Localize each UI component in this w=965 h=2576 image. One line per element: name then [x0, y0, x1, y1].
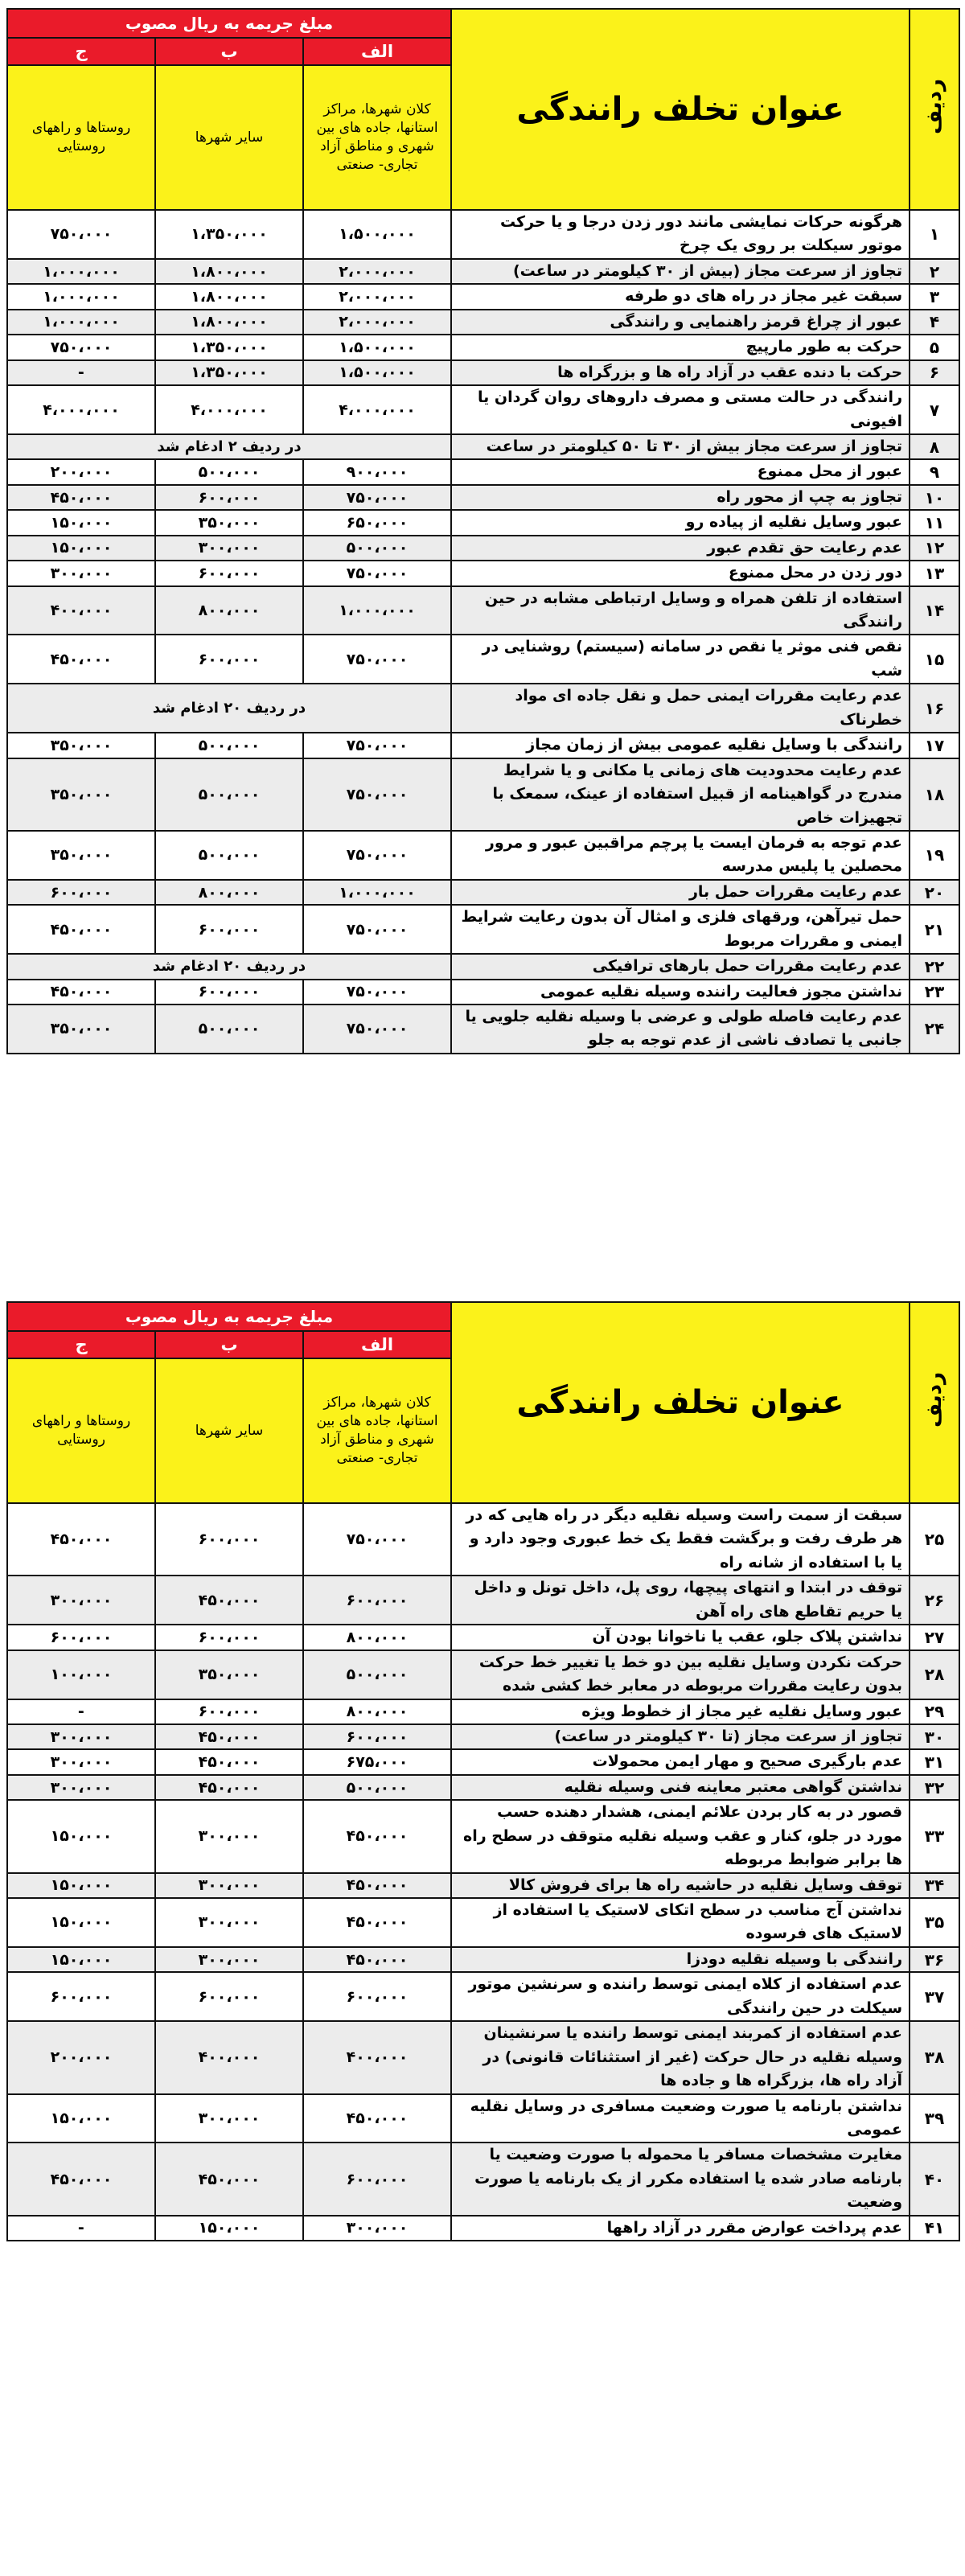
fine-alef: ۴۵۰،۰۰۰: [303, 1800, 451, 1872]
row-number: ۹: [910, 459, 959, 484]
header-col-be: ب: [155, 1331, 303, 1358]
violation-title: عدم استفاده از کمربند ایمنی توسط راننده یا سرنشینان وسیله نقلیه در حال حرکت (غیر از استثنائات قانونی) در آزاد راه ها، بزرگراه ها و جاده ها: [451, 2021, 910, 2093]
fine-jim: ۴،۰۰۰،۰۰۰: [7, 385, 155, 434]
fine-jim: ۴۵۰،۰۰۰: [7, 635, 155, 684]
fine-jim: ۳۰۰،۰۰۰: [7, 1775, 155, 1800]
fine-be: ۵۰۰،۰۰۰: [155, 831, 303, 880]
violation-title: عبور از چراغ قرمز راهنمایی و رانندگی: [451, 310, 910, 335]
fine-alef: ۷۵۰،۰۰۰: [303, 1503, 451, 1576]
table-row: [7, 485, 959, 510]
fine-jim: ۱،۰۰۰،۰۰۰: [7, 310, 155, 335]
fine-jim: ۴۵۰،۰۰۰: [7, 485, 155, 510]
table-row: [7, 1576, 959, 1625]
fine-alef: ۷۵۰،۰۰۰: [303, 758, 451, 831]
fine-alef: ۹۰۰،۰۰۰: [303, 459, 451, 484]
header-alef-desc: کلان شهرها، مراکز استانها، جاده های بین شهری و مناطق آزاد تجاری- صنعتی: [303, 1358, 451, 1503]
header-title: عنوان تخلف رانندگی: [451, 9, 910, 210]
fine-jim: ۳۵۰،۰۰۰: [7, 733, 155, 758]
fine-be: ۶۰۰،۰۰۰: [155, 1972, 303, 2021]
fine-alef: ۶۰۰،۰۰۰: [303, 2143, 451, 2215]
table-row: [7, 1775, 959, 1800]
table-row: [7, 2094, 959, 2143]
row-number: ۸: [910, 434, 959, 459]
fine-jim: ۱۰۰،۰۰۰: [7, 1650, 155, 1699]
fine-jim: ۳۵۰،۰۰۰: [7, 1005, 155, 1054]
fine-jim: ۱،۰۰۰،۰۰۰: [7, 284, 155, 309]
row-number: ۲۵: [910, 1503, 959, 1576]
row-number: ۴: [910, 310, 959, 335]
fine-jim: ۱۵۰،۰۰۰: [7, 510, 155, 535]
fine-be: ۶۰۰،۰۰۰: [155, 980, 303, 1005]
row-number: ۳۹: [910, 2094, 959, 2143]
header-col-alef: الف: [303, 1331, 451, 1358]
fine-alef: ۶۰۰،۰۰۰: [303, 1576, 451, 1625]
violation-title: هرگونه حرکات نمایشی مانند دور زدن درجا و یا حرکت موتور سیکلت بر روی یک چرخ: [451, 210, 910, 259]
fine-be: ۳۵۰،۰۰۰: [155, 1650, 303, 1699]
fine-be: ۱،۸۰۰،۰۰۰: [155, 259, 303, 284]
fine-alef: ۱،۵۰۰،۰۰۰: [303, 335, 451, 359]
fine-alef: ۵۰۰،۰۰۰: [303, 1775, 451, 1800]
row-number: ۳۲: [910, 1775, 959, 1800]
fine-alef: ۲،۰۰۰،۰۰۰: [303, 310, 451, 335]
fine-jim: ۳۵۰،۰۰۰: [7, 758, 155, 831]
row-number: ۳۷: [910, 1972, 959, 2021]
violation-title: عبور وسایل نقلیه غیر مجاز از خطوط ویژه: [451, 1699, 910, 1724]
row-number: ۳۰: [910, 1724, 959, 1749]
fine-jim: ۲۰۰،۰۰۰: [7, 459, 155, 484]
header-be-desc: سایر شهرها: [155, 65, 303, 210]
table-row: [7, 1898, 959, 1947]
fine-alef: ۶۰۰،۰۰۰: [303, 1972, 451, 2021]
fine-be: ۴۰۰،۰۰۰: [155, 2021, 303, 2093]
violation-title: حرکت به طور مارپیچ: [451, 335, 910, 359]
violation-title: رانندگی با وسیله نقلیه دودزا: [451, 1947, 910, 1972]
fine-jim: -: [7, 1699, 155, 1724]
fine-alef: ۶۷۵،۰۰۰: [303, 1749, 451, 1774]
fine-alef: ۷۵۰،۰۰۰: [303, 905, 451, 954]
violation-title: تجاوز از سرعت مجاز (بیش از ۳۰ کیلومتر در ساعت): [451, 259, 910, 284]
row-number: ۷: [910, 385, 959, 434]
row-number: ۱۳: [910, 561, 959, 585]
row-number: ۳۸: [910, 2021, 959, 2093]
table-row: [7, 259, 959, 284]
fine-be: ۳۰۰،۰۰۰: [155, 1873, 303, 1898]
fine-jim: ۴۵۰،۰۰۰: [7, 1503, 155, 1576]
fine-be: ۸۰۰،۰۰۰: [155, 880, 303, 905]
table-row: [7, 733, 959, 758]
fine-alef: ۴،۰۰۰،۰۰۰: [303, 385, 451, 434]
fine-alef: ۱،۰۰۰،۰۰۰: [303, 586, 451, 635]
table-row: [7, 1749, 959, 1774]
table-row: [7, 385, 959, 434]
table-row: [7, 954, 959, 979]
violation-title: حمل تیرآهن، ورقهای فلزی و امثال آن بدون رعایت شرایط ایمنی و مقررات مربوط: [451, 905, 910, 954]
violation-title: نداشتن آج مناسب در سطح اتکای لاستیک یا استفاده از لاستیک های فرسوده: [451, 1898, 910, 1947]
row-number: ۲۷: [910, 1625, 959, 1650]
fine-be: ۳۰۰،۰۰۰: [155, 1947, 303, 1972]
header-amount-title: مبلغ جریمه به ریال مصوب: [7, 1302, 451, 1331]
fine-be: ۱،۳۵۰،۰۰۰: [155, 210, 303, 259]
violation-title: نقص فنی موثر یا نقص در سامانه (سیستم) روشنایی در شب: [451, 635, 910, 684]
header-radif: ردیف: [910, 1302, 959, 1503]
fine-alef: ۴۵۰،۰۰۰: [303, 1898, 451, 1947]
header-title: عنوان تخلف رانندگی: [451, 1302, 910, 1503]
row-number: ۱۹: [910, 831, 959, 880]
fine-be: ۳۵۰،۰۰۰: [155, 510, 303, 535]
fine-be: ۶۰۰،۰۰۰: [155, 905, 303, 954]
fine-jim: ۴۵۰،۰۰۰: [7, 905, 155, 954]
violation-title: عدم رعایت محدودیت های زمانی یا مکانی و یا شرایط مندرج در گواهینامه از قبیل استفاده از عینک، سمعک با تجهیزات خاص: [451, 758, 910, 831]
violation-title: رانندگی با وسایل نقلیه عمومی بیش از زمان مجاز: [451, 733, 910, 758]
fine-be: ۱۵۰،۰۰۰: [155, 2216, 303, 2241]
fine-be: ۳۰۰،۰۰۰: [155, 536, 303, 561]
violation-title: مغایرت مشخصات مسافر یا محموله با صورت وضعیت یا بارنامه صادر شده یا استفاده مکرر از یک بارنامه یا صورت وضعیت: [451, 2143, 910, 2215]
fine-jim: ۱۵۰،۰۰۰: [7, 1947, 155, 1972]
fine-be: ۴۵۰،۰۰۰: [155, 1775, 303, 1800]
violation-title: حرکت نکردن وسایل نقلیه بین دو خط یا تغییر خط حرکت بدون رعایت مقررات مربوطه در معابر خط کشی شده: [451, 1650, 910, 1699]
violation-title: دور زدن در محل ممنوع: [451, 561, 910, 585]
fine-alef: ۷۵۰،۰۰۰: [303, 1005, 451, 1054]
fine-jim: ۱۵۰،۰۰۰: [7, 1898, 155, 1947]
fine-jim: ۳۰۰،۰۰۰: [7, 1724, 155, 1749]
fine-be: ۳۰۰،۰۰۰: [155, 1800, 303, 1872]
header-jim-desc: روستاها و راههای روستایی: [7, 1358, 155, 1503]
table-row: [7, 586, 959, 635]
table-row: [7, 459, 959, 484]
fine-alef: ۴۵۰،۰۰۰: [303, 2094, 451, 2143]
fine-jim: ۴۵۰،۰۰۰: [7, 2143, 155, 2215]
fine-alef: ۸۰۰،۰۰۰: [303, 1699, 451, 1724]
table-row: [7, 1947, 959, 1972]
row-number: ۲۱: [910, 905, 959, 954]
fine-jim: ۴۰۰،۰۰۰: [7, 586, 155, 635]
fine-be: ۵۰۰،۰۰۰: [155, 459, 303, 484]
row-number: ۱۰: [910, 485, 959, 510]
header-radif: ردیف: [910, 9, 959, 210]
fine-alef: ۲،۰۰۰،۰۰۰: [303, 284, 451, 309]
violation-title: عدم بارگیری صحیح و مهار ایمن محمولات: [451, 1749, 910, 1774]
row-number: ۴۱: [910, 2216, 959, 2241]
row-number: ۱۶: [910, 684, 959, 733]
header-col-jim: ج: [7, 1331, 155, 1358]
header-amount-title: مبلغ جریمه به ریال مصوب: [7, 9, 451, 38]
row-number: ۱۱: [910, 510, 959, 535]
fine-alef: ۷۵۰،۰۰۰: [303, 980, 451, 1005]
violation-title: تجاوز از سرعت مجاز (تا ۳۰ کیلومتر در ساعت): [451, 1724, 910, 1749]
fine-jim: ۳۵۰،۰۰۰: [7, 831, 155, 880]
fine-be: ۵۰۰،۰۰۰: [155, 1005, 303, 1054]
table-row: [7, 1699, 959, 1724]
table-row: [7, 510, 959, 535]
violation-title: توقف در ابتدا و انتهای پیچها، روی پل، داخل تونل و داخل یا حریم تقاطع های راه آهن: [451, 1576, 910, 1625]
table-row: [7, 758, 959, 831]
fine-be: ۶۰۰،۰۰۰: [155, 1699, 303, 1724]
fine-be: ۳۰۰،۰۰۰: [155, 2094, 303, 2143]
fine-be: ۱،۳۵۰،۰۰۰: [155, 335, 303, 359]
violation-title: عدم رعایت مقررات حمل بار: [451, 880, 910, 905]
fine-be: ۱،۸۰۰،۰۰۰: [155, 310, 303, 335]
fine-be: ۱،۳۵۰،۰۰۰: [155, 360, 303, 385]
fine-alef: ۷۵۰،۰۰۰: [303, 733, 451, 758]
fine-jim: -: [7, 360, 155, 385]
table-row: [7, 284, 959, 309]
row-number: ۱۵: [910, 635, 959, 684]
violation-title: نداشتن مجوز فعالیت راننده وسیله نقلیه عمومی: [451, 980, 910, 1005]
table-row: [7, 2143, 959, 2215]
violation-title: عبور وسایل نقلیه از پیاده رو: [451, 510, 910, 535]
fine-alef: ۱،۰۰۰،۰۰۰: [303, 880, 451, 905]
violation-title: سبقت غیر مجاز در راه های دو طرفه: [451, 284, 910, 309]
violation-title: توقف وسایل نقلیه در حاشیه راه ها برای فروش کالا: [451, 1873, 910, 1898]
fine-alef: ۴۰۰،۰۰۰: [303, 2021, 451, 2093]
row-number: ۳۴: [910, 1873, 959, 1898]
table-row: [7, 880, 959, 905]
table-row: [7, 635, 959, 684]
violation-title: قصور در به کار بردن علائم ایمنی، هشدار دهنده حسب مورد در جلو، کنار و عقب وسیله نقلیه متوقف در سطح راه ها برابر ضوابط مربوطه: [451, 1800, 910, 1872]
header-col-be: ب: [155, 38, 303, 65]
table-row: [7, 1724, 959, 1749]
row-number: ۲۹: [910, 1699, 959, 1724]
violation-title: عدم رعایت مقررات حمل بارهای ترافیکی: [451, 954, 910, 979]
fine-alef: ۷۵۰،۰۰۰: [303, 635, 451, 684]
fine-alef: ۱،۵۰۰،۰۰۰: [303, 210, 451, 259]
table-row: [7, 905, 959, 954]
header-alef-desc: کلان شهرها، مراکز استانها، جاده های بین شهری و مناطق آزاد تجاری- صنعتی: [303, 65, 451, 210]
violation-title: حرکت با دنده عقب در آزاد راه ها و بزرگراه ها: [451, 360, 910, 385]
fine-be: ۶۰۰،۰۰۰: [155, 561, 303, 585]
row-number: ۲۲: [910, 954, 959, 979]
violation-title: عبور از محل ممنوع: [451, 459, 910, 484]
fine-alef: ۵۰۰،۰۰۰: [303, 1650, 451, 1699]
row-number: ۲۸: [910, 1650, 959, 1699]
table-row: [7, 1650, 959, 1699]
header-col-jim: ج: [7, 38, 155, 65]
fine-be: ۱،۸۰۰،۰۰۰: [155, 284, 303, 309]
row-number: ۶: [910, 360, 959, 385]
fine-alef: ۴۵۰،۰۰۰: [303, 1947, 451, 1972]
fine-alef: ۴۵۰،۰۰۰: [303, 1873, 451, 1898]
fine-jim: ۷۵۰،۰۰۰: [7, 335, 155, 359]
table-row: [7, 980, 959, 1005]
violation-title: نداشتن گواهی معتبر معاینه فنی وسیله نقلیه: [451, 1775, 910, 1800]
violation-title: رانندگی در حالت مستی و مصرف داروهای روان گردان یا افیونی: [451, 385, 910, 434]
fine-alef: ۸۰۰،۰۰۰: [303, 1625, 451, 1650]
fine-alef: ۳۰۰،۰۰۰: [303, 2216, 451, 2241]
fine-be: ۴۵۰،۰۰۰: [155, 1749, 303, 1774]
fine-be: ۶۰۰،۰۰۰: [155, 485, 303, 510]
row-number: ۲۳: [910, 980, 959, 1005]
row-number: ۳: [910, 284, 959, 309]
violation-title: عدم پرداخت عوارض مقرر در آزاد راهها: [451, 2216, 910, 2241]
table-1-body: [7, 210, 959, 1054]
header-jim-desc: روستاها و راههای روستایی: [7, 65, 155, 210]
row-number: ۴۰: [910, 2143, 959, 2215]
violation-title: عدم رعایت فاصله طولی و عرضی با وسیله نقلیه جلویی یا جانبی یا تصادف ناشی از عدم توجه به جلو: [451, 1005, 910, 1054]
fines-table-1: [6, 8, 960, 1054]
fine-jim: ۶۰۰،۰۰۰: [7, 880, 155, 905]
fine-jim: ۱۵۰،۰۰۰: [7, 536, 155, 561]
row-number: ۳۵: [910, 1898, 959, 1947]
fine-be: ۴،۰۰۰،۰۰۰: [155, 385, 303, 434]
table-row: [7, 1005, 959, 1054]
merged-note: در ردیف ۲۰ ادغام شد: [7, 954, 451, 979]
violation-title: عدم رعایت حق تقدم عبور: [451, 536, 910, 561]
table-row: [7, 1503, 959, 1576]
fine-jim: ۷۵۰،۰۰۰: [7, 210, 155, 259]
fine-alef: ۶۰۰،۰۰۰: [303, 1724, 451, 1749]
fine-jim: ۶۰۰،۰۰۰: [7, 1972, 155, 2021]
row-number: ۱۷: [910, 733, 959, 758]
table-row: [7, 1800, 959, 1872]
table-row: [7, 434, 959, 459]
fines-table-2: [6, 1301, 960, 2241]
row-number: ۱۲: [910, 536, 959, 561]
fine-alef: ۷۵۰،۰۰۰: [303, 831, 451, 880]
violation-title: عدم استفاده از کلاه ایمنی توسط راننده و سرنشین موتور سیکلت در حین رانندگی: [451, 1972, 910, 2021]
fine-alef: ۷۵۰،۰۰۰: [303, 561, 451, 585]
fine-be: ۸۰۰،۰۰۰: [155, 586, 303, 635]
row-number: ۲: [910, 259, 959, 284]
table-row: [7, 210, 959, 259]
merged-note: در ردیف ۲ ادغام شد: [7, 434, 451, 459]
violation-title: نداشتن پلاک جلو، عقب یا ناخوانا بودن آن: [451, 1625, 910, 1650]
table-2-body: [7, 1503, 959, 2241]
row-number: ۵: [910, 335, 959, 359]
fine-jim: ۴۵۰،۰۰۰: [7, 980, 155, 1005]
table-row: [7, 335, 959, 359]
violation-title: استفاده از تلفن همراه و وسایل ارتباطی مشابه در حین رانندگی: [451, 586, 910, 635]
fine-jim: ۱۵۰،۰۰۰: [7, 1800, 155, 1872]
fine-jim: ۶۰۰،۰۰۰: [7, 1625, 155, 1650]
fine-be: ۶۰۰،۰۰۰: [155, 635, 303, 684]
fine-alef: ۱،۵۰۰،۰۰۰: [303, 360, 451, 385]
fine-alef: ۷۵۰،۰۰۰: [303, 485, 451, 510]
header-be-desc: سایر شهرها: [155, 1358, 303, 1503]
fine-jim: -: [7, 2216, 155, 2241]
table-row: [7, 2021, 959, 2093]
violation-title: تجاوز به چپ از محور راه: [451, 485, 910, 510]
table-row: [7, 536, 959, 561]
table-row: [7, 684, 959, 733]
fine-be: ۵۰۰،۰۰۰: [155, 733, 303, 758]
fine-be: ۵۰۰،۰۰۰: [155, 758, 303, 831]
fine-be: ۴۵۰،۰۰۰: [155, 1576, 303, 1625]
fine-jim: ۳۰۰،۰۰۰: [7, 1749, 155, 1774]
table-row: [7, 561, 959, 585]
violation-title: سبقت از سمت راست وسیله نقلیه دیگر در راه هایی که در هر طرف رفت و برگشت فقط یک خط عبوری وجود دارد و یا با استفاده از شانه راه: [451, 1503, 910, 1576]
row-number: ۲۶: [910, 1576, 959, 1625]
fine-be: ۳۰۰،۰۰۰: [155, 1898, 303, 1947]
table-row: [7, 310, 959, 335]
header-col-alef: الف: [303, 38, 451, 65]
fine-alef: ۶۵۰،۰۰۰: [303, 510, 451, 535]
row-number: ۳۱: [910, 1749, 959, 1774]
violation-title: نداشتن بارنامه یا صورت وضعیت مسافری در وسایل نقلیه عمومی: [451, 2094, 910, 2143]
row-number: ۳۶: [910, 1947, 959, 1972]
row-number: ۱: [910, 210, 959, 259]
table-row: [7, 360, 959, 385]
row-number: ۲۰: [910, 880, 959, 905]
violation-title: تجاوز از سرعت مجاز بیش از ۳۰ تا ۵۰ کیلومتر در ساعت: [451, 434, 910, 459]
fine-be: ۶۰۰،۰۰۰: [155, 1625, 303, 1650]
fine-jim: ۱۵۰،۰۰۰: [7, 1873, 155, 1898]
violation-title: عدم توجه به فرمان ایست یا پرچم مراقبین عبور و مرور محصلین یا پلیس مدرسه: [451, 831, 910, 880]
row-number: ۱۸: [910, 758, 959, 831]
table-row: [7, 1625, 959, 1650]
table-row: [7, 831, 959, 880]
fine-jim: ۳۰۰،۰۰۰: [7, 1576, 155, 1625]
row-number: ۱۴: [910, 586, 959, 635]
fine-be: ۶۰۰،۰۰۰: [155, 1503, 303, 1576]
fine-jim: ۲۰۰،۰۰۰: [7, 2021, 155, 2093]
fine-jim: ۱،۰۰۰،۰۰۰: [7, 259, 155, 284]
fine-alef: ۲،۰۰۰،۰۰۰: [303, 259, 451, 284]
fine-jim: ۱۵۰،۰۰۰: [7, 2094, 155, 2143]
fine-be: ۴۵۰،۰۰۰: [155, 2143, 303, 2215]
fine-jim: ۳۰۰،۰۰۰: [7, 561, 155, 585]
table-row: [7, 1972, 959, 2021]
row-number: ۲۴: [910, 1005, 959, 1054]
violation-title: عدم رعایت مقررات ایمنی حمل و نقل جاده ای مواد خطرناک: [451, 684, 910, 733]
row-number: ۳۳: [910, 1800, 959, 1872]
table-row: [7, 1873, 959, 1898]
merged-note: در ردیف ۲۰ ادغام شد: [7, 684, 451, 733]
table-row: [7, 2216, 959, 2241]
fine-alef: ۵۰۰،۰۰۰: [303, 536, 451, 561]
fine-be: ۴۵۰،۰۰۰: [155, 1724, 303, 1749]
